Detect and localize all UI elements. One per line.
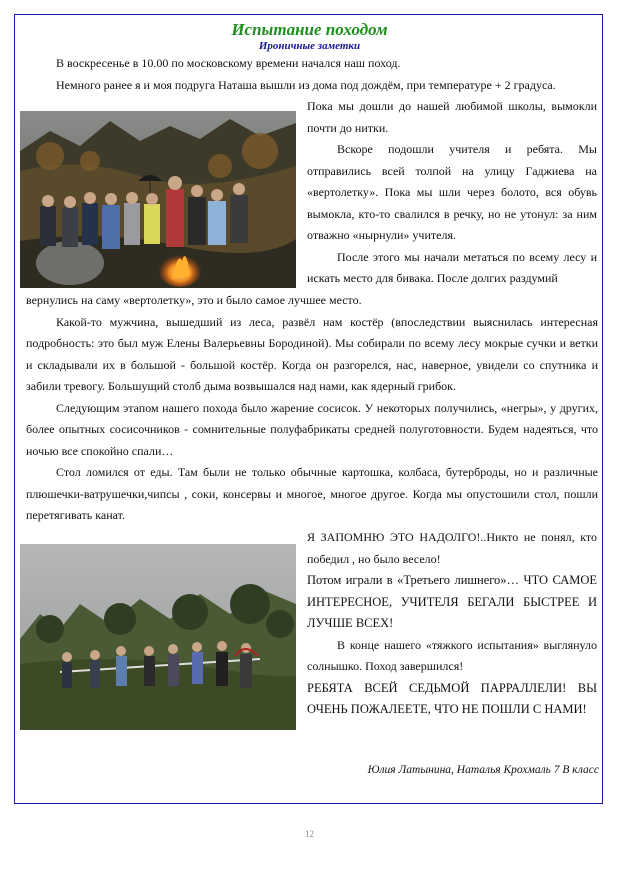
paragraph-9: Я ЗАПОМНЮ ЭТО НАДОЛГО!..Никто не понял, кто победил , но было весело! (307, 530, 597, 566)
article-title: Испытание походом (231, 20, 388, 39)
paragraph-7: Следующим этапом нашего похода было жарение сосисок. У некоторых получились, «негры», у других, более опытных сосисочников - сомнительные полуфабрикаты средней полуготовности. Будем надеяться, что ночью все спокойно спали… (26, 400, 598, 458)
tug-of-war-photo (20, 544, 296, 730)
paragraph-10: Потом играли в «Третьего лишнего»… ЧТО САМОЕ ИНТЕРЕСНОЕ, УЧИТЕЛЯ БЕГАЛИ БЫСТРЕЕ И ЛУЧШЕ ВСЕХ! (307, 573, 597, 630)
paragraph-4: Вскоре подошли учителя и ребята. Мы отправились всей толпой на улицу Гаджиева на «вертолетку». Пока мы шли через болото, вся обувь вымокла, кто-то свалился в речку, но не утонул: за ним отважно «нырнули» учителя. (307, 142, 597, 242)
paragraph-2: Немного ранее я и моя подруга Наташа вышли из дома под дождём, при температуре + 2 градуса. (56, 77, 556, 92)
paragraph-3: Пока мы дошли до нашей любимой школы, вымокли почти до нитки. (307, 99, 597, 135)
paragraph-8: Стол ломился от еды. Там были не только обычные картошка, колбаса, бутерброды, но и различные плюшечки-ватрушечки,чипсы , соки, консервы и многое, многое другое. Когда мы опустошили стол, пошли перетягивать канат. (26, 465, 598, 522)
paragraph-11: В конце нашего «тяжкого испытания» выглянуло солнышко. Поход завершился! (307, 637, 597, 673)
paragraph-5a: После этого мы начали метаться по всему лесу и искать место для бивака. После долгих раздумий (307, 249, 597, 285)
campfire-group-photo (20, 111, 296, 288)
column-right-1 (307, 96, 597, 290)
intro-block (26, 53, 598, 96)
main-text-block (26, 290, 598, 527)
paragraph-6: Какой-то мужчина, вышедший из леса, развёл нам костёр (впоследствии выяснилась интересная подробность: это был муж Елены Валерьевны Бородиной). Мы собирали по всему лесу мокрые сучки и ветки и складывали их в большой - большой костёр. Когда он разгорелся, нас, наверное, увидели со спутника и забили тревогу. Большущий столб дыма возвышался над нами, как ядерный грибок. (26, 314, 598, 393)
page-number: 12 (305, 829, 314, 839)
paragraph-1: В воскресенье в 10.00 по московскому времени начался наш поход. (56, 56, 401, 70)
author-signature: Юлия Латынина, Наталья Крохмаль 7 В класс (367, 764, 599, 776)
paragraph-12: РЕБЯТА ВСЕЙ СЕДЬМОЙ ПАРРАЛЛЕЛИ! ВЫ ОЧЕНЬ ПОЖАЛЕЕТЕ, ЧТО НЕ ПОШЛИ С НАМИ! (307, 680, 597, 716)
column-right-2 (307, 527, 597, 721)
paragraph-5b: вернулись на саму «вертолетку», это и было самое лучшее место. (26, 293, 362, 307)
article-subtitle: Ироничные заметки (258, 40, 361, 52)
